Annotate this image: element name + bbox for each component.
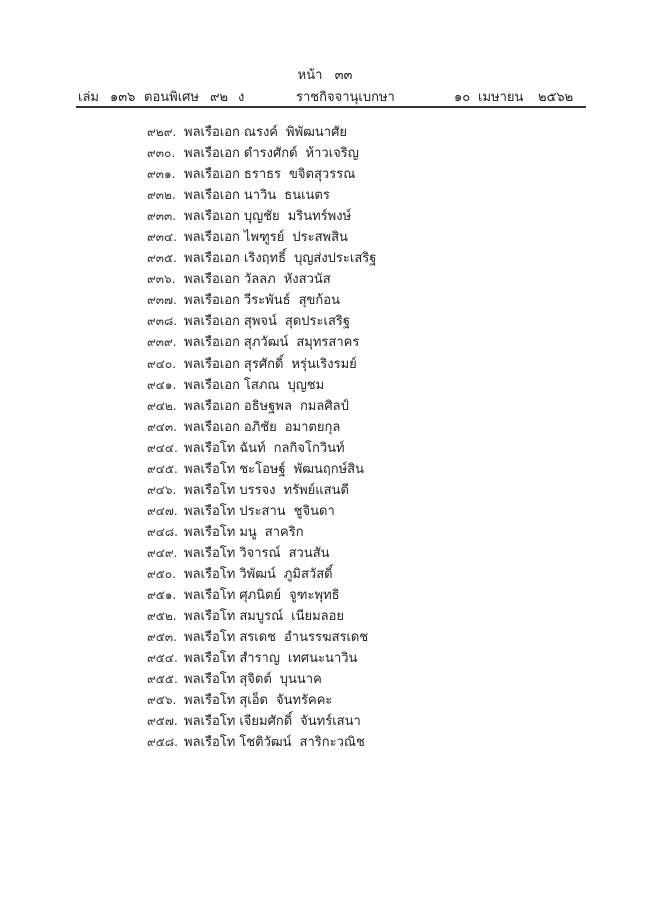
publication-name: ราชกิจจานุเบกษา	[296, 90, 395, 105]
entry-rank: พลเรือโท	[184, 672, 236, 688]
entry-first: ชะโอษฐ์	[239, 461, 286, 477]
entry-rank: พลเรือโท	[184, 630, 236, 646]
entry-last: จูฑะพุทธิ	[289, 588, 340, 604]
list-item	[147, 311, 376, 332]
entry-first: สุภวัฒน์	[243, 335, 289, 351]
list-item	[147, 606, 376, 627]
entry-rank: พลเรือโท	[184, 440, 236, 456]
entry-first: สุพจน์	[243, 314, 277, 330]
entry-first: เจียมศักดิ์	[239, 714, 293, 730]
entry-first: ดำรงศักด์	[243, 146, 298, 162]
entry-first: ประสาน	[239, 503, 286, 519]
entry-first: เริงฤทธิ์	[243, 251, 287, 267]
entry-rank: พลเรือเอก	[184, 377, 240, 393]
entry-first: อภิชัย	[243, 419, 277, 435]
entry-num: ๙๓๕.	[147, 251, 177, 266]
entry-rank: พลเรือโท	[184, 545, 236, 561]
list-item	[147, 248, 376, 269]
list-item	[147, 501, 376, 522]
entry-rank: พลเรือโท	[184, 461, 236, 477]
entry-rank: พลเรือเอก	[184, 125, 240, 140]
entry-rank: พลเรือเอก	[184, 398, 240, 414]
name-list	[147, 122, 376, 753]
list-item	[147, 711, 376, 732]
entry-num: ๙๔๕.	[147, 461, 178, 476]
entry-rank: พลเรือโท	[184, 693, 236, 709]
entry-num: ๙๕๐.	[147, 566, 177, 581]
entry-num: ๙๔๑.	[147, 377, 177, 392]
list-item	[147, 585, 376, 606]
entry-first: ฉันท์	[239, 440, 266, 456]
list-item	[147, 543, 376, 564]
entry-first: ศุภนิตย์	[239, 588, 282, 604]
list-item	[147, 206, 376, 227]
list-item	[147, 396, 376, 417]
entry-rank: พลเรือเอก	[184, 167, 240, 183]
list-item	[147, 522, 376, 543]
entry-last: สาคริก	[264, 524, 304, 540]
gazette-header	[78, 86, 586, 104]
entry-last: ขจิตสุวรรณ	[289, 167, 356, 183]
entry-first: สำราญ	[239, 651, 280, 667]
entry-rank: พลเรือโท	[184, 566, 236, 582]
entry-first: บุญชัย	[243, 209, 280, 225]
entry-num: ๙๓๓.	[147, 209, 177, 224]
header-divider	[76, 106, 586, 108]
issue-label: ตอนพิเศษ	[144, 90, 199, 105]
entry-last: สุดประเสริฐ	[284, 314, 351, 330]
entry-last: กลกิจโกวินท์	[273, 440, 345, 456]
entry-first: สุรศักดิ์	[243, 356, 284, 372]
entry-num: ๙๕๔.	[147, 651, 178, 666]
entry-rank: พลเรือเอก	[184, 251, 240, 267]
entry-rank: พลเรือเอก	[184, 293, 240, 309]
page-number-value: ๓๓	[334, 68, 353, 83]
entry-num: ๙๕๘.	[147, 735, 178, 750]
list-item	[147, 417, 376, 438]
entry-first: สุเอ็ด	[239, 693, 268, 709]
entry-last: ประสพสิน	[292, 230, 348, 246]
entry-first: มนู	[239, 524, 257, 540]
entry-last: อมาตยกุล	[284, 419, 341, 435]
list-item	[147, 143, 376, 164]
entry-rank: พลเรือโท	[184, 588, 236, 604]
list-item	[147, 164, 376, 185]
entry-last: บุนนาค	[279, 672, 322, 688]
entry-rank: พลเรือโท	[184, 714, 236, 730]
entry-num: ๙๕๑.	[147, 588, 177, 603]
list-item	[147, 290, 376, 311]
list-item	[147, 648, 376, 669]
list-item	[147, 227, 376, 248]
entry-num: ๙๕๗.	[147, 714, 178, 729]
entry-first: บรรจง	[239, 482, 276, 498]
entry-last: สมุทรสาคร	[296, 335, 360, 351]
entry-num: ๙๓๗.	[147, 293, 177, 308]
entry-last: บุญส่งประเสริฐ	[294, 251, 377, 267]
entry-rank: พลเรือเอก	[184, 209, 240, 225]
entry-last: มรินทร์พงษ์	[287, 209, 352, 225]
entry-first: ณรงค์	[243, 125, 278, 140]
entry-first: นาวิน	[243, 188, 277, 204]
entry-num: ๙๓๙.	[147, 335, 177, 350]
date-day: ๑๐	[454, 90, 471, 105]
entry-first: วัลลภ	[243, 272, 276, 288]
entry-last: จันทร์เสนา	[300, 714, 361, 730]
entry-rank: พลเรือเอก	[184, 146, 240, 162]
list-item	[147, 354, 376, 375]
entry-last: ธนเนตร	[284, 188, 330, 204]
entry-last: ชูจินดา	[293, 503, 335, 519]
list-item	[147, 122, 376, 143]
volume-number: ๑๓๖	[110, 90, 136, 105]
entry-first: อธิษฐพล	[243, 398, 292, 414]
entry-last: พัฒนฤกษ์สิน	[293, 461, 365, 477]
list-item	[147, 690, 376, 711]
entry-last: ทรัพย์แสนดี	[283, 482, 349, 498]
entry-last: สุขก้อน	[298, 293, 340, 309]
entry-last: หรุ่นเริงรมย์	[291, 356, 357, 372]
list-item	[147, 375, 376, 396]
entry-first: สุจิตต์	[239, 672, 272, 688]
entry-last: เทศนะนาวิน	[287, 651, 358, 667]
entry-num: ๙๕๓.	[147, 630, 177, 645]
entry-rank: พลเรือเอก	[184, 272, 240, 288]
entry-num: ๙๔๓.	[147, 419, 177, 434]
entry-last: บุญชม	[287, 377, 325, 393]
entry-first: วิพัฒน์	[239, 566, 276, 582]
list-item	[147, 185, 376, 206]
entry-num: ๙๓๖.	[147, 272, 176, 287]
entry-first: โสภณ	[243, 377, 280, 393]
volume-label: เล่ม	[78, 90, 99, 105]
entry-num: ๙๔๐.	[147, 356, 177, 371]
entry-first: ไพฑูรย์	[243, 230, 285, 246]
section-letter: ง	[238, 90, 245, 105]
list-item	[147, 438, 376, 459]
entry-num: ๙๕๖.	[147, 693, 177, 708]
entry-num: ๙๕๕.	[147, 672, 178, 687]
entry-first: ธราธร	[243, 167, 282, 183]
entry-last: เนียมลอย	[291, 609, 345, 625]
entry-last: สวนสัน	[288, 545, 330, 561]
entry-last: จันทรัคคะ	[275, 693, 333, 709]
entry-rank: พลเรือเอก	[184, 419, 240, 435]
entry-first: วีระพันธ์	[243, 293, 291, 309]
page-number	[0, 64, 650, 85]
list-item	[147, 669, 376, 690]
list-item	[147, 627, 376, 648]
entry-num: ๙๔๘.	[147, 524, 178, 539]
entry-num: ๙๕๒.	[147, 609, 177, 624]
list-item	[147, 480, 376, 501]
list-item	[147, 459, 376, 480]
issue-number: ๙๒	[210, 90, 229, 105]
entry-num: ๙๓๒.	[147, 188, 176, 203]
entry-num: ๙๔๒.	[147, 398, 177, 413]
entry-last: สาริกะวณิช	[299, 735, 365, 751]
entry-num: ๙๔๗.	[147, 503, 178, 518]
entry-num: ๙๔๔.	[147, 440, 178, 455]
entry-first: โชติวัฒน์	[239, 735, 292, 751]
list-item	[147, 269, 376, 290]
entry-rank: พลเรือเอก	[184, 314, 240, 330]
entry-first: วิจารณ์	[239, 545, 281, 561]
entry-rank: พลเรือโท	[184, 651, 236, 667]
entry-first: สรเดช	[239, 630, 276, 646]
entry-num: ๙๒๙.	[147, 125, 177, 139]
entry-rank: พลเรือเอก	[184, 188, 240, 204]
entry-num: ๙๓๐.	[147, 146, 176, 161]
entry-rank: พลเรือโท	[184, 524, 236, 540]
entry-last: กมลศิลป์	[299, 398, 349, 414]
entry-num: ๙๔๙.	[147, 545, 178, 560]
date-year: ๒๕๖๒	[538, 90, 574, 105]
list-item	[147, 564, 376, 585]
date-month: เมษายน	[478, 90, 524, 105]
entry-last: ภูมิสวัสดิ์	[283, 566, 333, 582]
list-item	[147, 732, 376, 753]
entry-num: ๙๓๑.	[147, 167, 176, 182]
entry-last: ห้าวเจริญ	[305, 146, 359, 162]
entry-rank: พลเรือโท	[184, 735, 236, 751]
page-label: หน้า	[297, 68, 323, 83]
entry-rank: พลเรือโท	[184, 503, 236, 519]
entry-rank: พลเรือเอก	[184, 230, 240, 246]
entry-last: อำนรรฆสรเดช	[283, 630, 369, 646]
entry-last: พิพัฒนาศัย	[286, 125, 347, 140]
entry-num: ๙๓๘.	[147, 314, 178, 329]
entry-num: ๙๔๖.	[147, 482, 177, 497]
entry-rank: พลเรือเอก	[184, 356, 240, 372]
list-item	[147, 332, 376, 353]
entry-first: สมบูรณ์	[239, 609, 284, 625]
entry-rank: พลเรือโท	[184, 482, 236, 498]
entry-num: ๙๓๔.	[147, 230, 177, 245]
entry-rank: พลเรือโท	[184, 609, 236, 625]
entry-rank: พลเรือเอก	[184, 335, 240, 351]
entry-last: หังสวนัส	[283, 272, 331, 288]
